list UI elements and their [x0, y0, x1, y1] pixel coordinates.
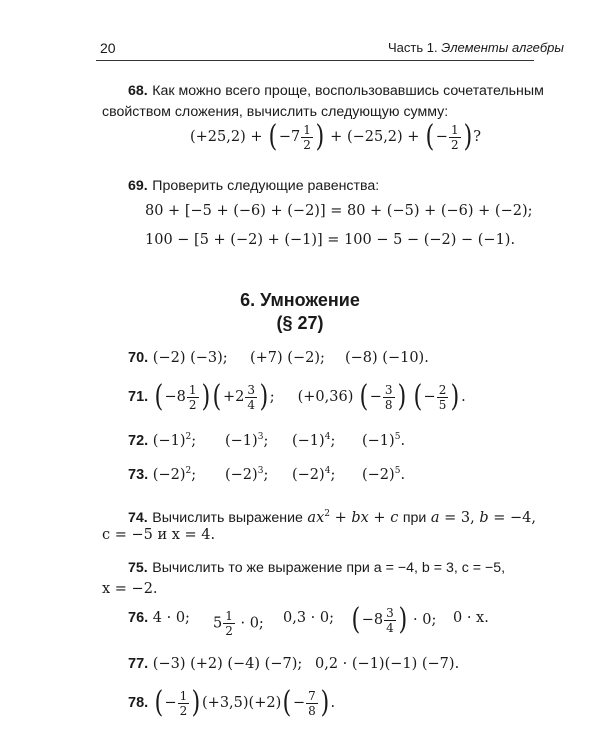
- problem-text: Вычислить то же выражение при a = −4, b = 3, c = −5,: [152, 560, 506, 576]
- problem-number: 69.: [128, 178, 148, 194]
- header-part: Часть 1.: [388, 40, 438, 55]
- expr-c: $(-2)^4$;: [292, 466, 336, 483]
- expr-d: (−8 $\frac{3}{4}$ ) · 0;: [351, 602, 437, 637]
- problem-number: 75.: [128, 560, 148, 576]
- problem-71: 71. (−8 $\frac{1}{2}$ )(+2 $\frac{3}{4}$ ); (+0,36) (− $\frac{3}{8}$ ) (− $\frac{2}{5}$ ).: [128, 379, 466, 414]
- problem-69: [128, 175, 379, 197]
- section-title: 6. Умножение: [240, 290, 360, 310]
- problem-number: 70.: [128, 350, 149, 366]
- problem-74-line2: c = −5 и x = 4.: [102, 527, 216, 543]
- problem-number: 72.: [128, 432, 149, 449]
- page-number: 20: [100, 40, 116, 56]
- problem-number: 73.: [128, 466, 149, 483]
- expr-b: (+7) (−2);: [250, 350, 325, 366]
- expr-c: $(-1)^4$;: [292, 432, 336, 449]
- problem-75-line2: x = −2.: [102, 581, 158, 597]
- problem-75-line1: [128, 557, 505, 579]
- problem-77: 77. (−3) (+2) (−4) (−7);: [128, 656, 303, 672]
- problem-74-line1: 74. Вычислить выражение $ax^2$ + bx + c при a = 3, b = −4,: [128, 509, 536, 526]
- problem-72: 72. $(-1)^2$;: [128, 432, 197, 449]
- expr-a: (−2) (−3);: [152, 350, 228, 366]
- problem-number: 76.: [128, 610, 149, 626]
- problem-text: Вычислить выражение: [152, 509, 303, 526]
- problem-76: 76. 4 · 0;: [128, 610, 190, 626]
- running-header: [388, 40, 564, 55]
- problem-number: 77.: [128, 656, 149, 672]
- expr-b: 0,2 · (−1)(−1) (−7).: [315, 656, 460, 672]
- problem-68-line1: [128, 80, 544, 102]
- problem-number: 71.: [128, 389, 149, 405]
- section-subtitle: (§ 27): [276, 313, 324, 333]
- expr-b: $(-1)^3$;: [225, 432, 269, 449]
- problem-number: 78.: [128, 695, 149, 711]
- problem-number: 74.: [128, 509, 148, 526]
- problem-73: 73. $(-2)^2$;: [128, 466, 197, 483]
- problem-number: 68.: [128, 83, 148, 99]
- expr-c: 0,3 · 0;: [283, 610, 334, 626]
- expr-e: 0 · x.: [453, 610, 489, 626]
- problem-text: Как можно всего проще, воспользовавшись сочетательным: [152, 83, 544, 99]
- expr-d: $(-2)^5$.: [362, 466, 406, 483]
- problem-text: Проверить следующие равенства:: [152, 178, 380, 194]
- expr-b: 5 $\frac{1}{2}$ · 0;: [213, 609, 264, 638]
- expr-d: $(-1)^5$.: [362, 432, 406, 449]
- problem-68-formula: (+25,2) + (−7 $\frac{1}{2}$ ) + (−25,2) + (− $\frac{1}{2}$ )?: [190, 119, 482, 154]
- header-rule: [96, 60, 534, 61]
- equation-2: 100 − [5 + (−2) + (−1)] = 100 − 5 − (−2) − (−1).: [145, 232, 516, 248]
- header-chapter: Элементы алгебры: [441, 40, 564, 55]
- expr-c: (−8) (−10).: [345, 350, 429, 366]
- problem-78: 78. (− $\frac{1}{2}$ )(+3,5)(+2)(− $\frac{7}{8}$ ).: [128, 685, 336, 720]
- expr-b: $(-2)^3$;: [225, 466, 269, 483]
- equation-1: 80 + [−5 + (−6) + (−2)] = 80 + (−5) + (−6) + (−2);: [145, 203, 533, 219]
- problem-70: [128, 350, 228, 366]
- problem-68-line2: свойством сложения, вычислить следующую сумму:: [102, 104, 449, 120]
